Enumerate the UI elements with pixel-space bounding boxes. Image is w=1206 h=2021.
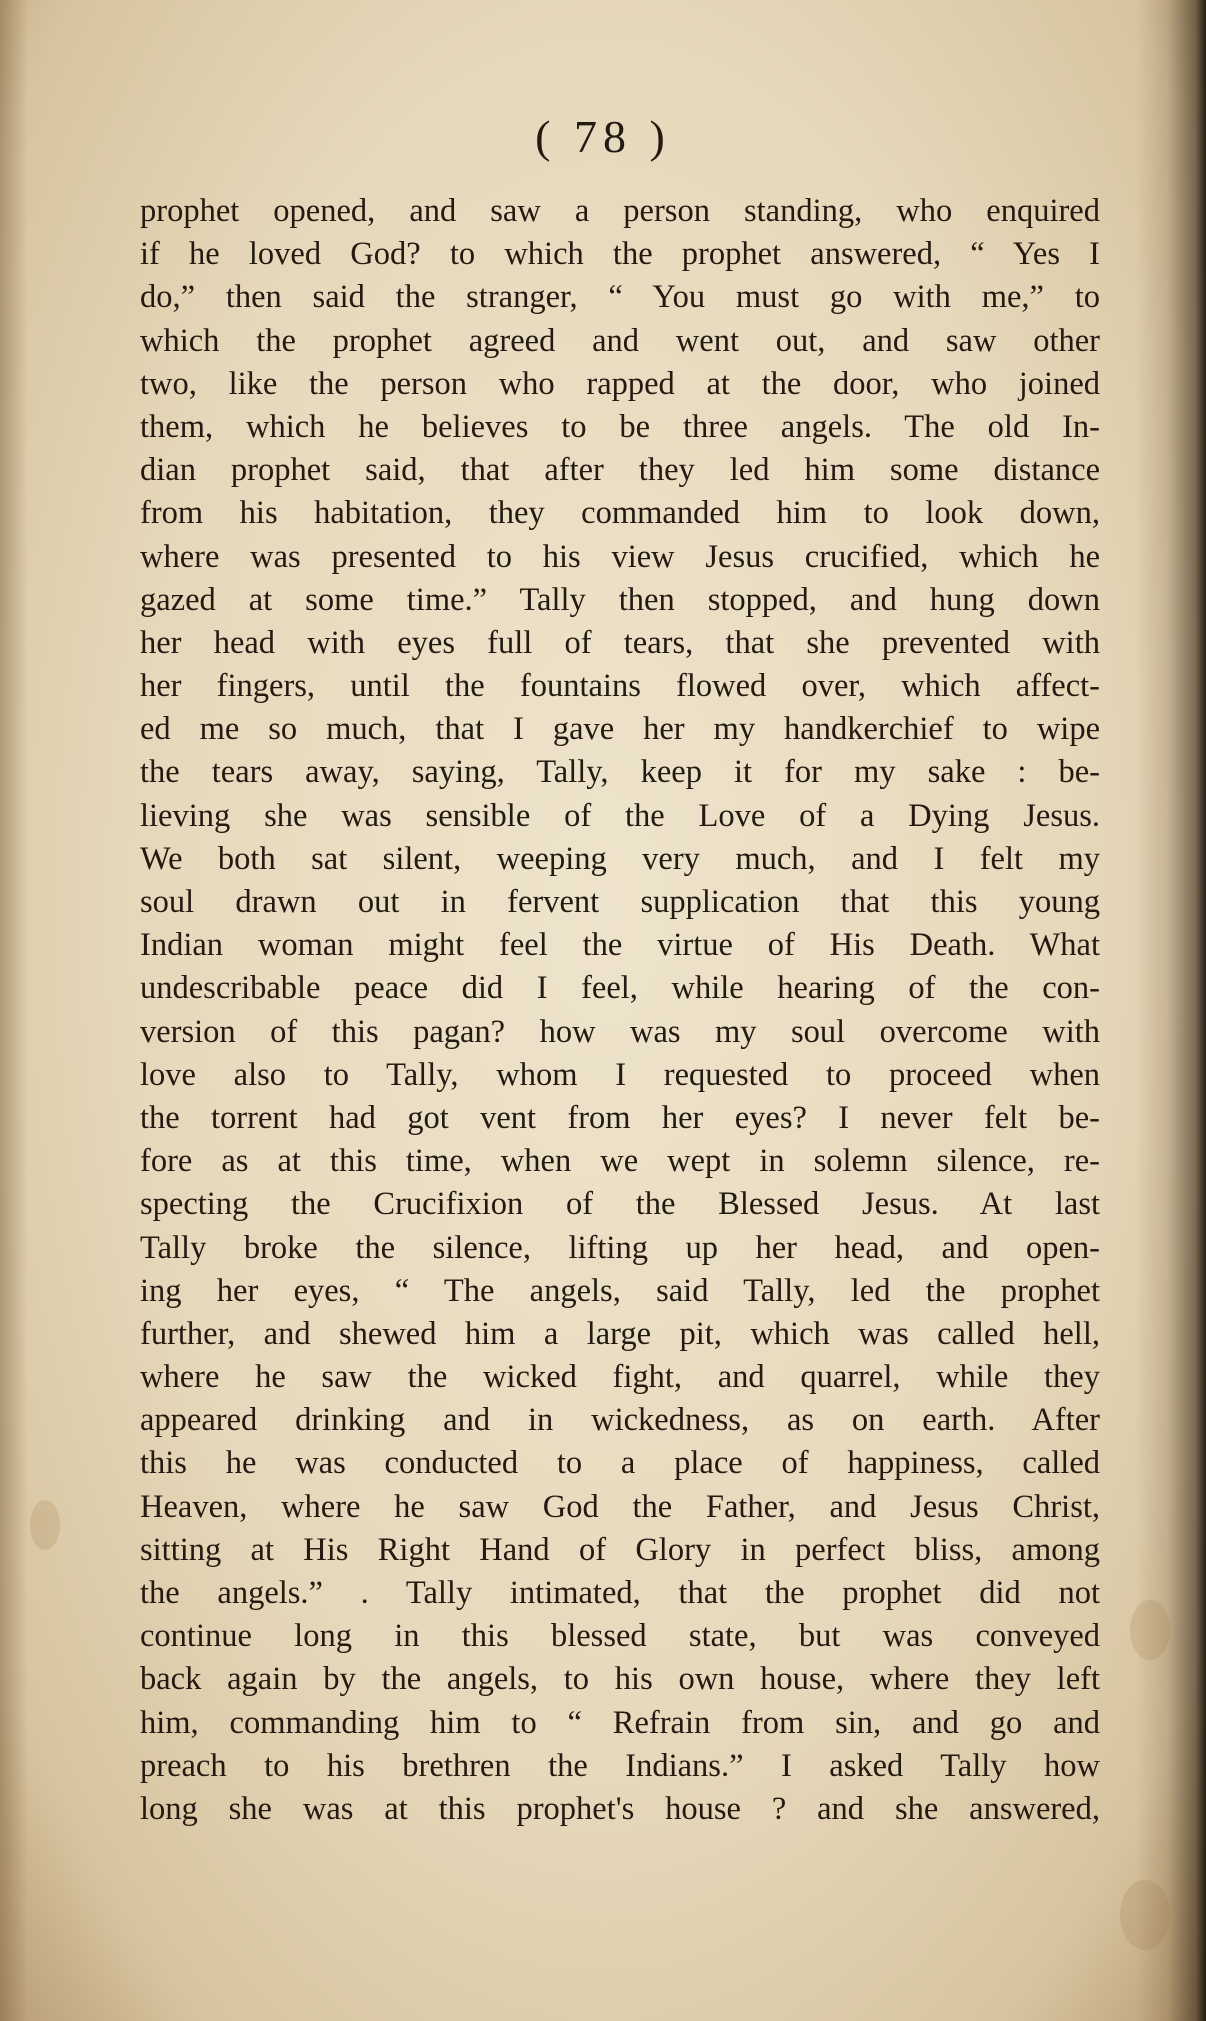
binding-shadow — [1136, 0, 1206, 2021]
text-line: them, which he believes to be three angels. The old In- — [140, 408, 1100, 445]
text-line: the torrent had got vent from her eyes? I never felt be- — [140, 1099, 1100, 1136]
text-line: him, commanding him to “ Refrain from sin, and go and — [140, 1704, 1100, 1741]
text-line: this he was conducted to a place of happiness, called — [140, 1445, 1100, 1482]
text-line: undescribable peace did I feel, while hearing of the con- — [140, 970, 1100, 1007]
text-line: love also to Tally, whom I requested to proceed when — [140, 1056, 1100, 1093]
text-line: back again by the angels, to his own house, where they left — [140, 1661, 1100, 1698]
text-line: the tears away, saying, Tally, keep it for my sake : be- — [140, 754, 1100, 791]
text-line: Tally broke the silence, lifting up her head, and open- — [140, 1229, 1100, 1266]
text-line: from his habitation, they commanded him to look down, — [140, 495, 1100, 532]
text-line: prophet opened, and saw a person standing, who enquired — [140, 193, 1100, 229]
text-line: two, like the person who rapped at the door, who joined — [140, 365, 1100, 402]
text-line: fore as at this time, when we wept in solemn silence, re- — [140, 1143, 1100, 1180]
text-line: version of this pagan? how was my soul overcome with — [140, 1013, 1100, 1050]
text-line: lieving she was sensible of the Love of a Dying Jesus. — [140, 797, 1100, 834]
page-left-edge — [0, 0, 28, 2021]
text-line: ed me so much, that I gave her my handkerchief to wipe — [140, 711, 1100, 748]
text-line: if he loved God? to which the prophet answered, “ Yes I — [140, 236, 1100, 273]
text-line: ing her eyes, “ The angels, said Tally, led the prophet — [140, 1272, 1100, 1309]
foxing-stain — [1130, 1600, 1170, 1660]
text-line: We both sat silent, weeping very much, and I felt my — [140, 840, 1100, 877]
text-line: sitting at His Right Hand of Glory in perfect bliss, among — [140, 1531, 1100, 1568]
text-line: her head with eyes full of tears, that she prevented with — [140, 624, 1100, 661]
page-number: ( 78 ) — [535, 111, 671, 162]
text-line: where was presented to his view Jesus crucified, which he — [140, 538, 1100, 575]
text-line: long she was at this prophet's house ? and she answered, — [140, 1790, 1100, 1827]
text-line: appeared drinking and in wickedness, as on earth. After — [140, 1402, 1100, 1439]
text-line: specting the Crucifixion of the Blessed Jesus. At last — [140, 1186, 1100, 1223]
foxing-stain — [1120, 1880, 1170, 1950]
text-line: her fingers, until the fountains flowed over, which affect- — [140, 668, 1100, 705]
text-line: soul drawn out in fervent supplication that this young — [140, 884, 1100, 920]
text-line: the angels.” . Tally intimated, that the prophet did not — [140, 1575, 1100, 1611]
foxing-stain — [30, 1500, 60, 1550]
text-line: Indian woman might feel the virtue of His Death. What — [140, 927, 1100, 964]
text-line: further, and shewed him a large pit, which was called hell, — [140, 1315, 1100, 1352]
text-line: which the prophet agreed and went out, and saw other — [140, 322, 1100, 359]
text-line: where he saw the wicked fight, and quarrel, while they — [140, 1359, 1100, 1396]
text-line: Heaven, where he saw God the Father, and Jesus Christ, — [140, 1488, 1100, 1525]
text-line: dian prophet said, that after they led him some distance — [140, 452, 1100, 489]
text-line: gazed at some time.” Tally then stopped, and hung down — [140, 581, 1100, 618]
text-line: continue long in this blessed state, but was conveyed — [140, 1618, 1100, 1655]
body-text — [140, 190, 1100, 1831]
text-line: do,” then said the stranger, “ You must go with me,” to — [140, 279, 1100, 316]
text-line: preach to his brethren the Indians.” I asked Tally how — [140, 1747, 1100, 1784]
